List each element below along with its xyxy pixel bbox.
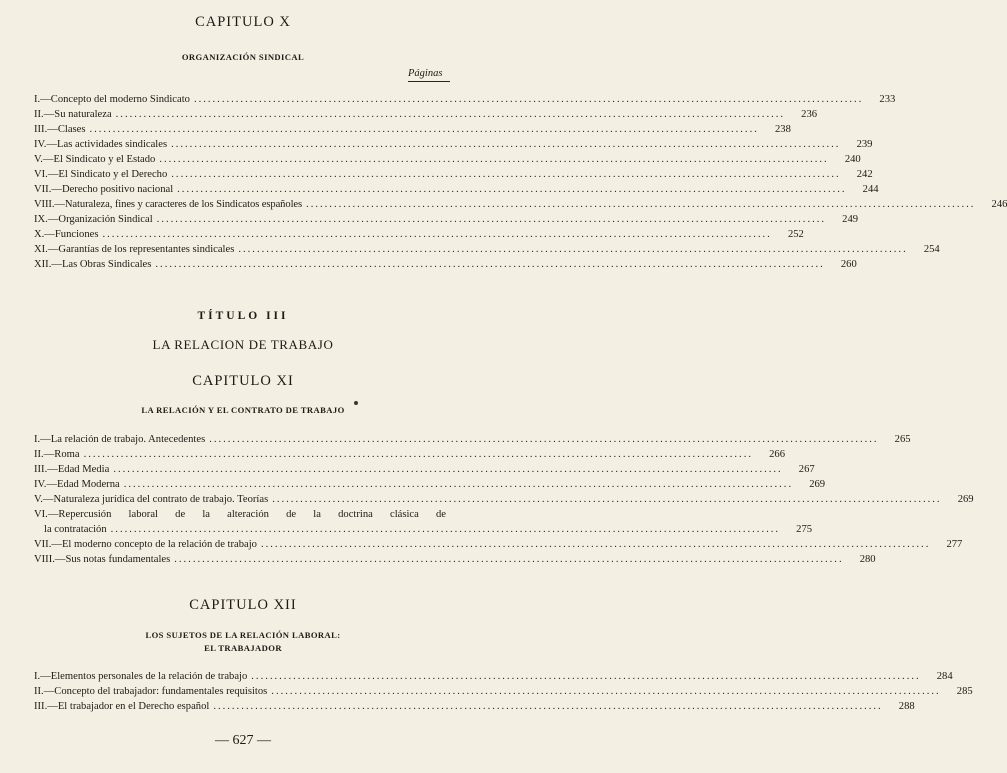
toc-entry: III.—Edad Media ..... 267 bbox=[34, 463, 446, 478]
toc-entry: I.—La relación de trabajo. Antecedentes ..... 265 bbox=[34, 433, 446, 448]
toc-entry: IV.—Edad Moderna ..... 269 bbox=[34, 478, 446, 493]
chapter-12-heading: CAPITULO XII bbox=[189, 597, 297, 613]
toc-entry: V.—Naturaleza jurídica del contrato de trabajo. Teorías ..... 269 bbox=[34, 493, 446, 508]
toc-entry: VI.—Repercusión laboral de la alteración de la doctrina clásica de bbox=[34, 509, 446, 520]
chapter-10-heading: CAPITULO X bbox=[195, 14, 291, 30]
toc-entry: III.—El trabajador en el Derecho español ..... 288 bbox=[34, 700, 446, 715]
toc-entry: VI.—El Sindicato y el Derecho ..... 242 bbox=[34, 168, 446, 183]
ink-mark bbox=[354, 401, 358, 405]
toc-entry: XII.—Las Obras Sindicales ..... 260 bbox=[34, 258, 446, 273]
toc-entry: X.—Funciones ..... 252 bbox=[34, 228, 446, 243]
chapter-10-subtitle: ORGANIZACIÓN SINDICAL bbox=[181, 52, 305, 62]
toc-entry: VII.—El moderno concepto de la relación de trabajo ..... 277 bbox=[34, 538, 446, 553]
toc-entry: II.—Su naturaleza ..... 236 bbox=[34, 108, 446, 123]
page-number: — 627 — bbox=[215, 733, 271, 748]
toc-entry: I.—Elementos personales de la relación de trabajo ..... 284 bbox=[34, 670, 446, 685]
toc-entry: V.—El Sindicato y el Estado ..... 240 bbox=[34, 153, 446, 168]
toc-entry: I.—Concepto del moderno Sindicato ..... 233 bbox=[34, 93, 446, 108]
part-heading: TÍTULO III bbox=[197, 310, 289, 322]
toc-entry: VIII.—Naturaleza, fines y caracteres de los Sindicatos españoles ..... 246 bbox=[34, 198, 446, 213]
chapter-12-subtitle-line1: LOS SUJETOS DE LA RELACIÓN LABORAL: bbox=[145, 630, 341, 640]
toc-entry-continuation: la contratación ..... 275 bbox=[44, 523, 446, 538]
toc-entry: VIII.—Sus notas fundamentales ..... 280 bbox=[34, 553, 446, 568]
chapter-11-subtitle: LA RELACIÓN Y EL CONTRATO DE TRABAJO bbox=[141, 405, 345, 415]
toc-entry: XI.—Garantías de los representantes sindicales ..... 254 bbox=[34, 243, 446, 258]
toc-entry: III.—Clases ..... 238 bbox=[34, 123, 446, 138]
toc-entry: IX.—Organización Sindical ..... 249 bbox=[34, 213, 446, 228]
toc-entry: VII.—Derecho positivo nacional ..... 244 bbox=[34, 183, 446, 198]
paginas-label: Páginas bbox=[408, 68, 443, 79]
toc-entry: IV.—Las actividades sindicales ..... 239 bbox=[34, 138, 446, 153]
part-subtitle: LA RELACION DE TRABAJO bbox=[152, 337, 334, 352]
chapter-12-subtitle-line2: EL TRABAJADOR bbox=[204, 643, 282, 653]
toc-entry: II.—Roma ..... 266 bbox=[34, 448, 446, 463]
paginas-rule bbox=[408, 81, 450, 82]
toc-entry: II.—Concepto del trabajador: fundamentales requisitos ..... 285 bbox=[34, 685, 446, 700]
chapter-11-heading: CAPITULO XI bbox=[192, 373, 294, 389]
